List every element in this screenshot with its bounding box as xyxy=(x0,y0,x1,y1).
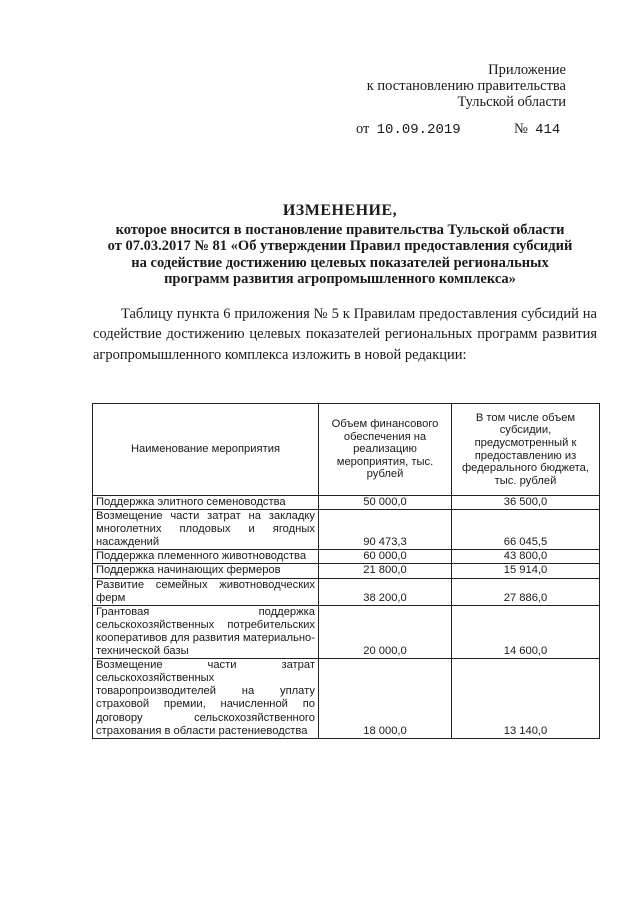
row-activity-name: Поддержка элитного семеноводства xyxy=(93,496,319,510)
appendix-header xyxy=(330,62,566,110)
row-activity-name: Поддержка начинающих фермеров xyxy=(93,564,319,578)
row-activity-name: Возмещение части затрат сельскохозяйственных товаропроизводителей на уплату страховой премии, начисленной по договору сельскохозяйственного страхования в области растениеводства xyxy=(93,659,319,739)
table-row xyxy=(93,578,600,605)
row-total-funding: 21 800,0 xyxy=(319,564,452,578)
resolution-number-group xyxy=(514,121,560,138)
row-federal-share: 43 800,0 xyxy=(452,550,600,564)
table-row xyxy=(93,564,600,578)
row-federal-share: 66 045,5 xyxy=(452,510,600,550)
title-line: которое вносится в постановление правительства Тульской области xyxy=(115,222,565,239)
title-heading: ИЗМЕНЕНИЕ, xyxy=(282,202,398,219)
resolution-date-line xyxy=(356,121,566,138)
row-activity-name: Грантовая поддержка сельскохозяйственных потребительских кооперативов для развития материально-технической базы xyxy=(93,605,319,658)
row-total-funding: 18 000,0 xyxy=(319,659,452,739)
resolution-date: 10.09.2019 xyxy=(376,122,461,138)
header-total-funding: Объем финансового обеспечения на реализацию мероприятия, тыс. рублей xyxy=(319,404,452,496)
body-paragraph-text: Таблицу пункта 6 приложения № 5 к Правилам предоставления субсидий на содействие достижению целевых показателей региональных программ развития агропромышленного комплекса изложить в новой редакции: xyxy=(93,306,597,363)
row-activity-name: Возмещение части затрат на закладку многолетних плодовых и ягодных насаждений xyxy=(93,510,319,550)
document-title xyxy=(70,203,610,287)
row-activity-name: Поддержка племенного животноводства xyxy=(93,550,319,564)
row-federal-share: 14 600,0 xyxy=(452,605,600,658)
row-federal-share: 36 500,0 xyxy=(452,496,600,510)
table-row xyxy=(93,659,600,739)
body-paragraph xyxy=(93,304,597,365)
row-activity-name: Развитие семейных животноводческих ферм xyxy=(93,578,319,605)
appendix-region: Тульской области xyxy=(457,94,566,110)
table-row xyxy=(93,550,600,564)
row-federal-share: 13 140,0 xyxy=(452,659,600,739)
number-label: № xyxy=(514,121,528,137)
row-total-funding: 20 000,0 xyxy=(319,605,452,658)
row-total-funding: 50 000,0 xyxy=(319,496,452,510)
subsidy-table xyxy=(92,403,600,739)
table-row xyxy=(93,510,600,550)
title-line: на содействие достижению целевых показателей региональных xyxy=(131,254,549,271)
row-total-funding: 60 000,0 xyxy=(319,550,452,564)
appendix-label: Приложение xyxy=(488,62,566,78)
table-header-row xyxy=(93,404,600,496)
title-line: программ развития агропромышленного комплекса» xyxy=(164,270,516,287)
row-federal-share: 15 914,0 xyxy=(452,564,600,578)
table-row xyxy=(93,496,600,510)
row-total-funding: 38 200,0 xyxy=(319,578,452,605)
row-federal-share: 27 886,0 xyxy=(452,578,600,605)
header-federal-share: В том числе объем субсидии, предусмотренный к предоставлению из федерального бюджета, тыс. рублей xyxy=(452,404,600,496)
row-total-funding: 90 473,3 xyxy=(319,510,452,550)
date-from-label: от xyxy=(356,121,370,137)
resolution-number: 414 xyxy=(535,122,561,138)
appendix-resolution: к постановлению правительства xyxy=(366,78,566,94)
header-activity-name: Наименование мероприятия xyxy=(93,404,319,496)
table-row xyxy=(93,605,600,658)
title-line: от 07.03.2017 № 81 «Об утверждении Правил предоставления субсидий xyxy=(107,238,573,255)
